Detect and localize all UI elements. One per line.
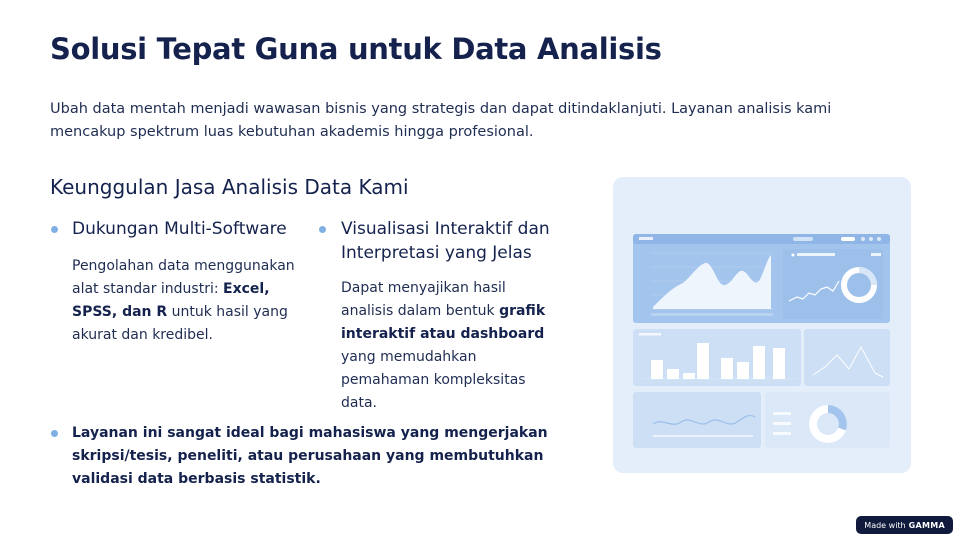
made-with-badge[interactable]: [856, 516, 953, 534]
bullet-dot: [319, 226, 326, 233]
feature-body-software: [72, 255, 307, 347]
feature-body-text: yang memudahkan pemahaman kompleksitas data.: [341, 349, 526, 411]
bottom-note: Layanan ini sangat ideal bagi mahasiswa yang mengerjakan skripsi/tesis, peneliti, atau perusahaan yang membutuhkan validasi data berbasis statistik.: [72, 425, 548, 487]
dashboard-illustration: [613, 177, 911, 473]
feature-body-bold: grafik interaktif atau dashboard: [341, 303, 546, 342]
badge-prefix: Made with: [864, 520, 906, 530]
page-title: Solusi Tepat Guna untuk Data Analisis: [50, 32, 662, 66]
dashboard-illustration-graphic: [613, 177, 911, 473]
feature-heading-software: Dukungan Multi-Software: [72, 219, 287, 239]
feature-body-text: Dapat menyajikan hasil analisis dalam bentuk: [341, 280, 506, 319]
feature-body-text: untuk hasil yang akurat dan kredibel.: [72, 304, 288, 343]
feature-heading-visualisasi: Visualisasi Interaktif dan Interpretasi yang Jelas: [341, 219, 550, 263]
feature-body-text: Pengolahan data menggunakan alat standar industri:: [72, 258, 295, 297]
feature-body-visualisasi: [341, 277, 556, 415]
bullet-dot: [51, 226, 58, 233]
section-subtitle: Keunggulan Jasa Analisis Data Kami: [50, 175, 409, 199]
bullet-dot: [51, 430, 58, 437]
intro-paragraph: Ubah data mentah menjadi wawasan bisnis yang strategis dan dapat ditindaklanjuti. Layanan analisis kami mencakup spektrum luas kebutuhan akademis hingga profesional.: [50, 101, 832, 140]
feature-body-bold: Excel, SPSS, dan R: [72, 281, 270, 320]
badge-brand: GAMMA: [908, 520, 945, 530]
